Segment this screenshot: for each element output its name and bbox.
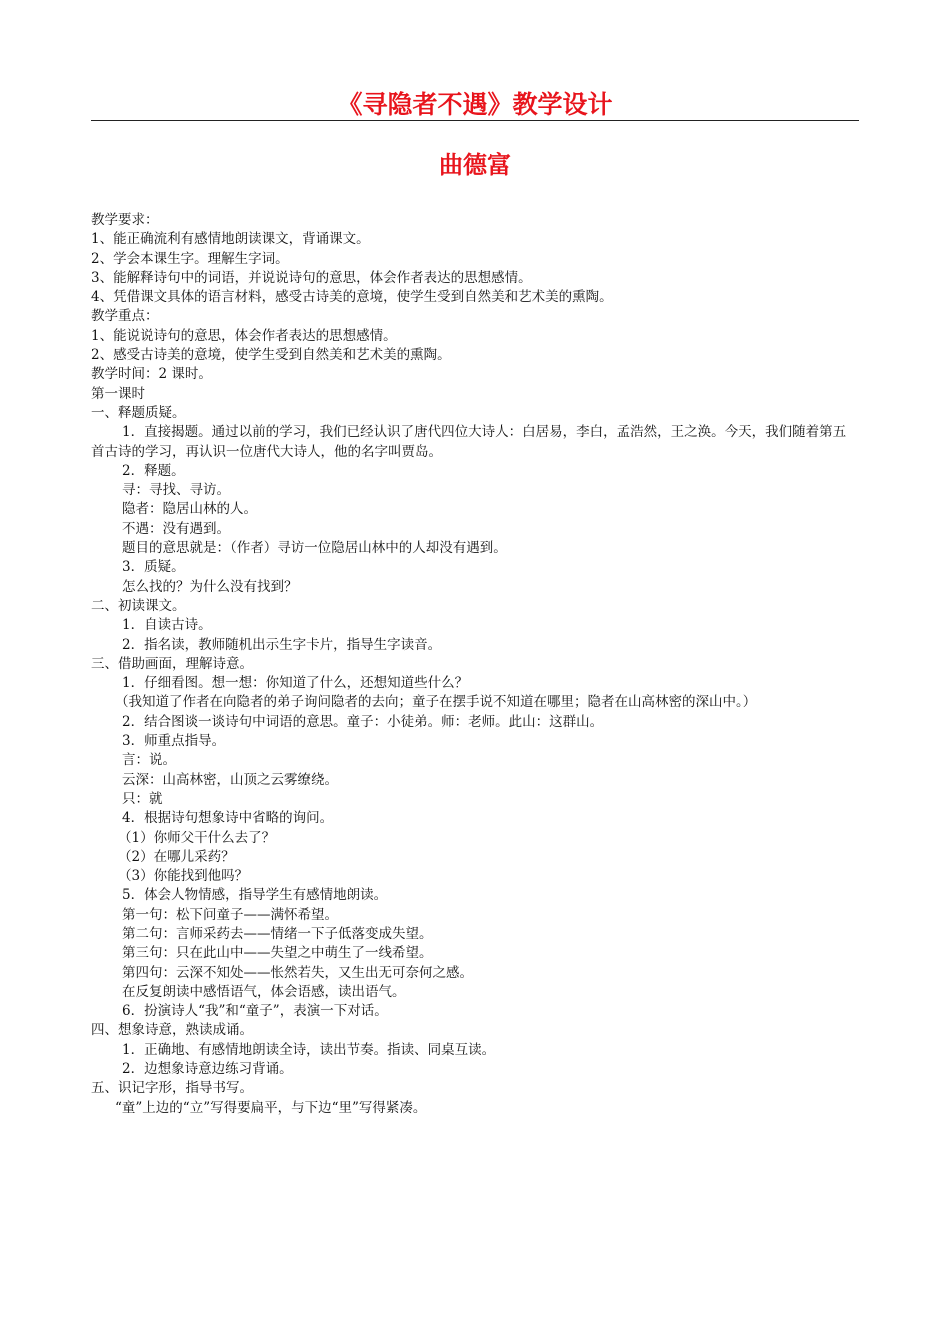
body-paragraph: 五、识记字形，指导书写。 [91, 1080, 253, 1097]
body-paragraph: 教学时间：2 课时。 [91, 366, 212, 383]
document-body [91, 211, 859, 1118]
document-title: 《寻隐者不遇》教学设计 [337, 90, 613, 119]
body-paragraph: 2．边想象诗意边练习背诵。 [122, 1061, 293, 1078]
body-paragraph: 言：说。 [122, 752, 176, 769]
body-paragraph: 隐者：隐居山林的人。 [122, 501, 257, 518]
body-paragraph: 四、想象诗意，熟读成诵。 [91, 1022, 253, 1039]
body-paragraph: 第四句：云深不知处——怅然若失，又生出无可奈何之感。 [122, 964, 473, 981]
body-paragraph: 教学重点： [91, 308, 159, 325]
body-paragraph: 第一课时 [91, 385, 145, 402]
body-paragraph: “童”上边的“立”写得要扁平，与下边“里”写得紧凑。 [115, 1099, 427, 1116]
body-paragraph: 4．根据诗句想象诗中省略的询问。 [122, 810, 334, 827]
body-paragraph: 1、能说说诗句的意思，体会作者表达的思想感情。 [91, 327, 397, 344]
title-divider [91, 120, 859, 121]
body-paragraph: 第二句：言师采药去——情绪一下子低落变成失望。 [122, 925, 433, 942]
body-paragraph: 3．师重点指导。 [122, 733, 226, 750]
body-paragraph: 6．扮演诗人“我”和“童子”，表演一下对话。 [122, 1003, 388, 1020]
body-paragraph: 只：就 [122, 790, 163, 807]
body-paragraph: 二、初读课文。 [91, 597, 186, 614]
body-paragraph: 不遇：没有遇到。 [122, 520, 230, 537]
body-paragraph: 第一句：松下问童子——满怀希望。 [122, 906, 338, 923]
body-paragraph: 2．释题。 [122, 462, 185, 479]
body-paragraph: （1）你师父干什么去了？ [118, 829, 276, 846]
body-paragraph: 1、能正确流利有感情地朗读课文，背诵课文。 [91, 231, 370, 248]
body-paragraph: 寻：寻找、寻访。 [122, 482, 230, 499]
body-paragraph: （3）你能找到他吗？ [118, 868, 249, 885]
document-author: 曲德富 [439, 151, 511, 179]
body-paragraph: 1．自读古诗。 [122, 617, 212, 634]
body-paragraph: （2）在哪儿采药？ [118, 848, 235, 865]
body-paragraph: 云深：山高林密，山顶之云雾缭绕。 [122, 771, 338, 788]
body-paragraph: 1．直接揭题。通过以前的学习，我们已经认识了唐代四位大诗人：白居易，李白，孟浩然，王之涣。今天，我们随着第五首古诗的学习，再认识一位唐代大诗人，他的名字叫贾岛。 [91, 424, 847, 460]
body-paragraph: 5．体会人物情感，指导学生有感情地朗读。 [122, 887, 388, 904]
body-paragraph: 三、借助画面，理解诗意。 [91, 655, 253, 672]
body-paragraph: 第三句：只在此山中——失望之中萌生了一线希望。 [122, 945, 433, 962]
body-paragraph: 3．质疑。 [122, 559, 185, 576]
body-paragraph: 怎么找的？为什么没有找到？ [122, 578, 298, 595]
body-paragraph: 4、凭借课文具体的语言材料，感受古诗美的意境，使学生受到自然美和艺术美的熏陶。 [91, 289, 613, 306]
body-paragraph: 一、释题质疑。 [91, 404, 186, 421]
body-paragraph: 2．结合图谈一谈诗句中词语的意思。童子：小徒弟。师：老师。此山：这群山。 [122, 713, 604, 730]
body-paragraph: （我知道了作者在向隐者的弟子询问隐者的去向；童子在摆手说不知道在哪里；隐者在山高林密的深山中。） [115, 694, 757, 711]
body-paragraph: 2、感受古诗美的意境，使学生受到自然美和艺术美的熏陶。 [91, 347, 451, 364]
body-paragraph: 1．正确地、有感情地朗读全诗，读出节奏。指读、同桌互读。 [122, 1041, 496, 1058]
body-paragraph: 1．仔细看图。想一想：你知道了什么，还想知道些什么？ [122, 675, 469, 692]
body-paragraph: 题目的意思就是：（作者）寻访一位隐居山林中的人却没有遇到。 [122, 540, 507, 557]
body-paragraph: 教学要求： [91, 212, 159, 228]
body-paragraph: 在反复朗读中感悟语气，体会语感，读出语气。 [122, 983, 406, 1000]
body-paragraph: 3、能解释诗句中的词语，并说说诗句的意思，体会作者表达的思想感情。 [91, 269, 532, 286]
body-paragraph: 2．指名读，教师随机出示生字卡片，指导生字读音。 [122, 636, 442, 653]
body-paragraph: 2、学会本课生字。理解生字词。 [91, 250, 289, 267]
